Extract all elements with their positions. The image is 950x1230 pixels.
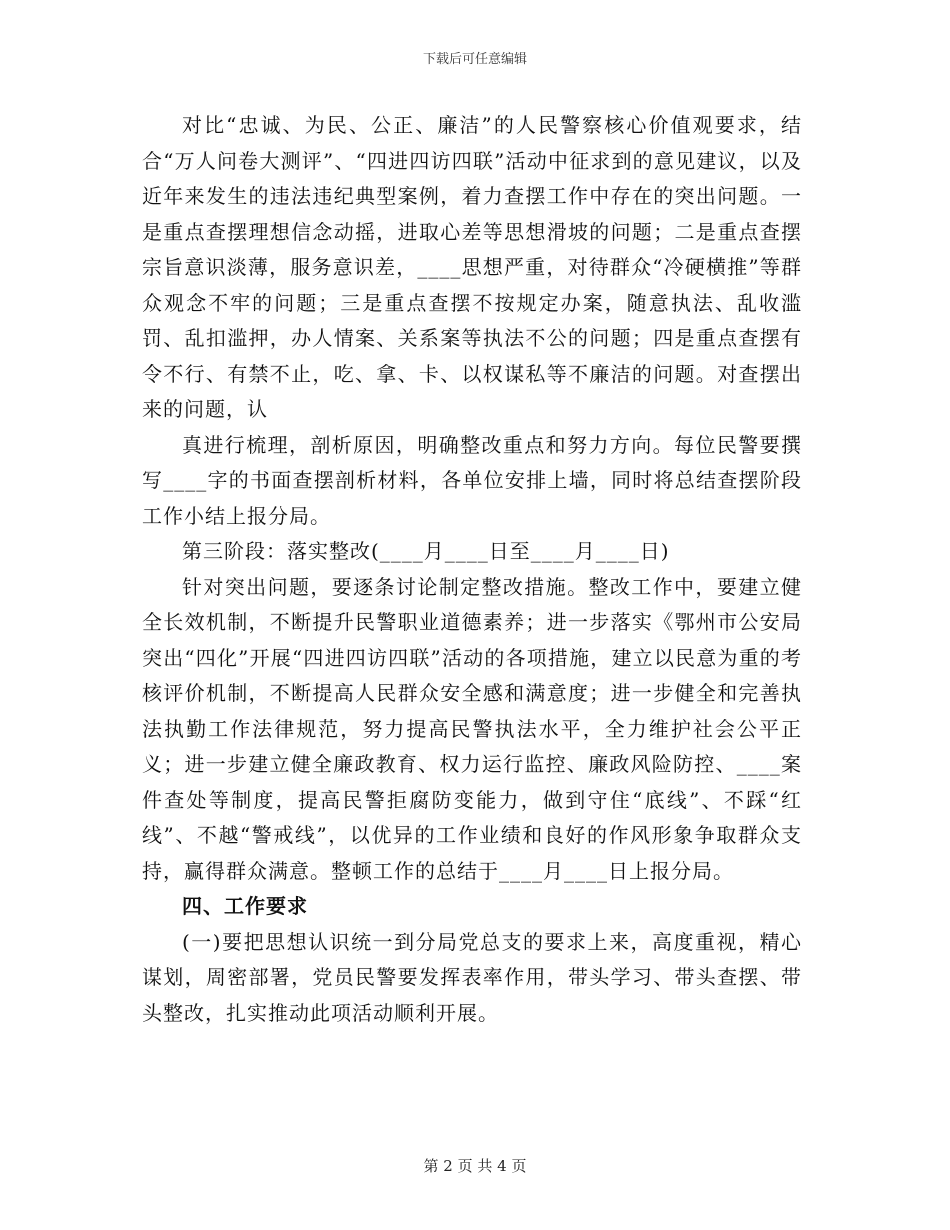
paragraph-analysis: 真进行梳理，剖析原因，明确整改重点和努力方向。每位民警要撰写____字的书面查摆剖析材料，各单位安排上墙，同时将总结查摆阶段工作小结上报分局。 (142, 432, 802, 528)
page-header: 下载后可任意编辑 (422, 52, 527, 67)
section-heading-work-requirements: 四、工作要求 (182, 894, 308, 918)
paragraph-requirement-one: (一)要把思想认识统一到分局党总支的要求上来，高度重视，精心谋划，周密部署，党员民警要发挥表率作用，带头学习、带头查摆、带头整改，扎实推动此项活动顺利开展。 (142, 929, 802, 1025)
paragraph-rectification-measures: 针对突出问题，要逐条讨论制定整改措施。整改工作中，要建立健全长效机制，不断提升民警职业道德素养；进一步落实《鄂州市公安局突出“四化”开展“四进四访四联”活动的各项措施，建立以民意为重的考核评价机制，不断提高人民群众安全感和满意度；进一步健全和完善执法执勤工作法律规范，努力提高民警执法水平，全力维护社会公平正义；进一步建立健全廉政教育、权力运行监控、廉政风险防控、____案件查处等制度，提高民警拒腐防变能力，做到守住“底线”、不踩“红线”、不越“警戒线”，以优异的工作业绩和良好的作风形象争取群众支持，赢得群众满意。整顿工作的总结于____月____日上报分局。 (142, 574, 802, 883)
paragraph-stage-three: 第三阶段：落实整改(____月____日至____月____日) (182, 539, 670, 563)
paragraph-problem-review: 对比“忠诚、为民、公正、廉洁”的人民警察核心价值观要求，结合“万人问卷大测评”、“四进四访四联”活动中征求到的意见建议，以及近年来发生的违法违纪典型案例，着力查摆工作中存在的突出问题。一是重点查摆理想信念动摇，进取心差等思想滑坡的问题；二是重点查摆宗旨意识淡薄，服务意识差，____思想严重，对待群众“冷硬横推”等群众观念不牢的问题；三是重点查摆不按规定办案，随意执法、乱收滥罚、乱扣滥押，办人情案、关系案等执法不公的问题；四是重点查摆有令不行、有禁不止，吃、拿、卡、以权谋私等不廉洁的问题。对查摆出来的问题，认 (142, 113, 802, 421)
page-number: 第 2 页 共 4 页 (423, 1157, 527, 1175)
document-body (142, 108, 802, 1031)
